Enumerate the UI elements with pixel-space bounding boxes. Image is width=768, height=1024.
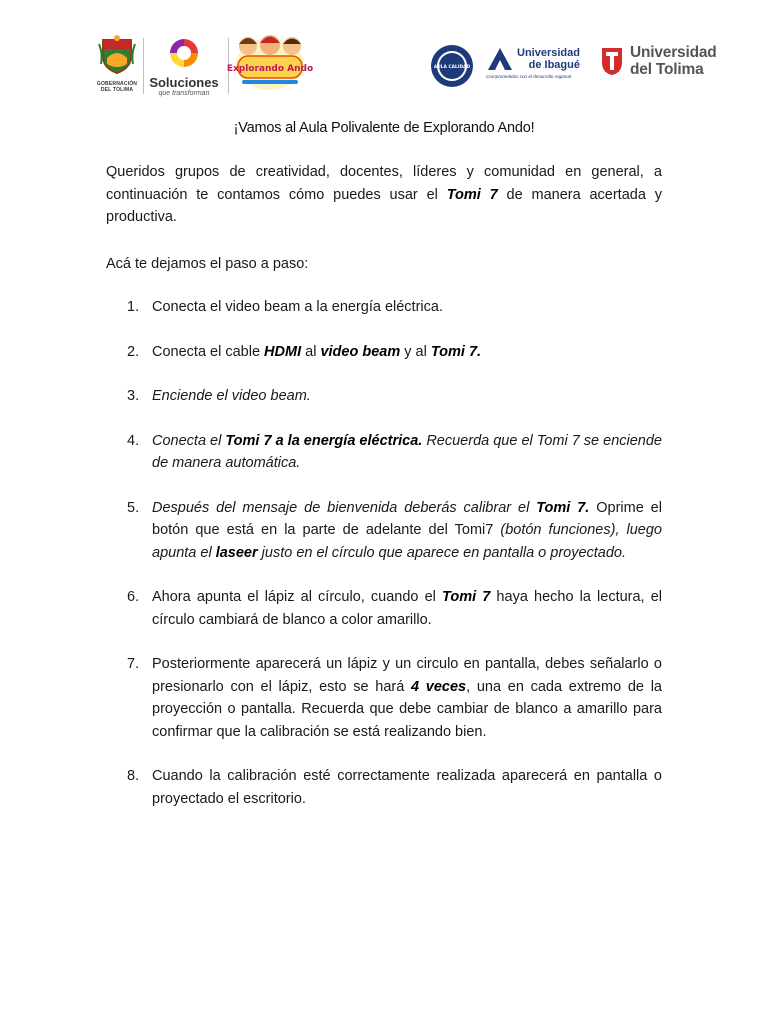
step-text: y al xyxy=(400,343,431,360)
step-text: Oprime el botón que está en la parte de adelante del Tomi7 xyxy=(152,499,662,538)
list-item xyxy=(106,765,662,810)
tolima-name-line1: Universidad xyxy=(630,44,717,61)
tolima-name-line2: del Tolima xyxy=(630,61,704,78)
step-text: Conecta el cable xyxy=(152,343,265,360)
step-text: Enciende el video beam. xyxy=(152,388,311,404)
step-highlight: Tomi 7 xyxy=(442,589,491,605)
step-number: 8. xyxy=(127,768,140,784)
explorando-ando-logo xyxy=(226,34,314,92)
list-item xyxy=(106,341,662,364)
step-text: al xyxy=(301,343,321,360)
universidad-tolima-logo xyxy=(600,44,730,78)
tolima-emblem-icon xyxy=(600,46,624,76)
aula-calidad-seal xyxy=(430,44,474,88)
soluciones-name: Soluciones xyxy=(149,75,219,90)
intro-text: Queridos grupos de creatividad, docentes, líderes y comunidad en general, a continuación te contamos cómo puedes usar el xyxy=(106,164,662,203)
step-number: 5. xyxy=(127,499,140,516)
step-text: Conecta el xyxy=(152,432,226,449)
steps-list xyxy=(106,296,662,832)
list-item xyxy=(106,653,662,743)
step-highlight: laseer xyxy=(215,544,258,561)
universidad-ibague-logo xyxy=(486,46,578,79)
list-item xyxy=(106,497,662,565)
step-number: 1. xyxy=(127,299,140,315)
ibague-name xyxy=(517,47,580,71)
gobernacion-text: GOBERNACIÓN DEL TOLIMA xyxy=(96,81,138,93)
step-highlight: Tomi 7 a la energía eléctrica. xyxy=(225,432,423,449)
step-text: (botón funciones), luego apunta el xyxy=(152,522,662,561)
steps-lead: Acá te dejamos el paso a paso: xyxy=(106,256,309,272)
list-item xyxy=(106,586,662,631)
ibague-tagline: Comprometidos con el desarrollo regional xyxy=(486,74,572,79)
ibague-name-line2: de Ibagué xyxy=(528,59,580,71)
soluciones-swirl-icon xyxy=(167,36,201,70)
soluciones-logo xyxy=(144,36,224,98)
intro-paragraph xyxy=(106,161,662,229)
intro-text-end: de manera acertada y productiva. xyxy=(106,186,662,225)
step-text: Después del mensaje de bienvenida deberás calibrar el xyxy=(152,499,537,516)
header-logos xyxy=(0,30,768,100)
step-number: 3. xyxy=(127,388,140,404)
step-highlight: 4 veces xyxy=(411,678,467,695)
step-highlight: Tomi 7. xyxy=(430,343,482,360)
step-number: 7. xyxy=(127,656,140,672)
accreditation-seal-icon xyxy=(430,44,474,88)
step-number: 2. xyxy=(127,343,140,360)
explorando-ando-text: Explorando Ando xyxy=(226,64,314,74)
ibague-name-line1: Universidad xyxy=(517,47,580,59)
step-highlight: Tomi 7. xyxy=(536,499,590,516)
coat-of-arms-icon xyxy=(99,34,135,74)
step-number: 4. xyxy=(127,432,140,449)
step-number: 6. xyxy=(127,589,140,605)
step-text: haya hecho la lectura, el círculo cambiará de blanco a color amarillo. xyxy=(152,589,662,628)
step-text: Cuando la calibración esté correctamente realizada aparecerá en pantalla o proyectado el escritorio. xyxy=(152,768,662,807)
list-item xyxy=(106,430,662,475)
step-highlight: HDMI xyxy=(264,343,302,360)
intro-highlight: Tomi 7 xyxy=(446,186,498,203)
gobernacion-tolima-logo xyxy=(92,34,142,93)
step-text: Posteriormente aparecerá un lápiz y un circulo en pantalla, debes señalarlo o presionarlo con el lápiz, esto se hará xyxy=(152,656,662,695)
tolima-name xyxy=(630,44,717,78)
explorando-ando-illustration xyxy=(226,34,314,92)
soluciones-tagline: que transforman xyxy=(158,90,210,97)
aula-calidad-text: AULA CALIDAD xyxy=(433,65,471,70)
step-text: Recuerda que el Tomi 7 se enciende de manera automática. xyxy=(152,432,662,471)
step-text: justo en el círculo que aparece en pantalla o proyectado. xyxy=(257,544,627,561)
document-title: ¡Vamos al Aula Polivalente de Explorando Ando! xyxy=(233,120,535,136)
ibague-emblem-icon xyxy=(486,46,514,72)
step-highlight: video beam xyxy=(320,343,401,360)
list-item xyxy=(106,385,662,408)
step-text: Ahora apunta el lápiz al círculo, cuando el xyxy=(152,589,443,605)
list-item xyxy=(106,296,662,319)
step-text: , una en cada extremo de la proyección o pantalla. Recuerda que debe cambiar de blanco a amarillo para confirmar que la calibración se está realizando bien. xyxy=(152,678,662,740)
step-text: Conecta el video beam a la energía eléctrica. xyxy=(152,299,443,315)
